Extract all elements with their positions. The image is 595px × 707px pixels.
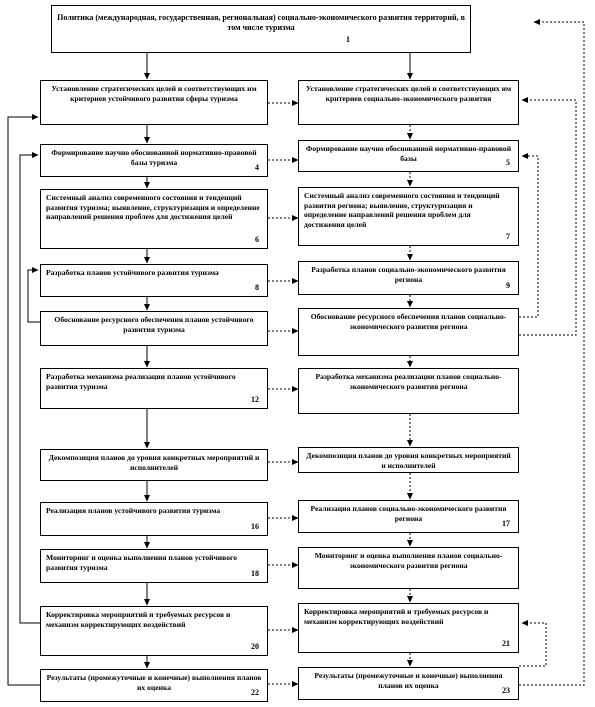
box-8-number: 8 bbox=[255, 282, 259, 292]
box-22-number: 22 bbox=[251, 687, 259, 697]
box-19-regional-monitoring bbox=[298, 547, 519, 589]
box-18-text: Мониторинг и оценка выполнения планов устойчивого развития туризма bbox=[46, 553, 238, 572]
box-20-tourism-correction bbox=[40, 606, 268, 656]
box-17-number: 17 bbox=[502, 518, 510, 528]
box-21-regional-correction bbox=[298, 603, 519, 653]
box-9-regional-plans bbox=[298, 261, 519, 295]
box-4-text: Формирование научно обоснованной нормативно-правовой базы туризма bbox=[51, 148, 257, 167]
box-22-tourism-results bbox=[40, 669, 268, 702]
box-18-number: 18 bbox=[251, 568, 259, 578]
box-9-text: Разработка планов социально-экономического развития региона bbox=[311, 265, 506, 284]
box-16-number: 16 bbox=[251, 521, 259, 531]
box-1-text: Политика (международная, государственная, региональная) социально-экономического развития территорий, в том числе туризма bbox=[57, 13, 465, 33]
box-13-text: Разработка механизма реализации планов социально-экономического развития региона bbox=[315, 372, 502, 391]
box-6-tourism-system-analysis bbox=[40, 189, 268, 249]
box-20-text: Корректировка мероприятий и требуемых ресурсов и механизм корректирующих воздействий bbox=[46, 610, 231, 629]
box-9-number: 9 bbox=[506, 280, 510, 290]
box-11-text: Обоснование ресурсного обеспечения планов социально-экономического развития региона bbox=[310, 312, 507, 331]
box-3-text: Установление стратегических целей и соответствующих им критериев социально-экономического развития bbox=[305, 84, 512, 103]
feedback-11-to-5 bbox=[519, 156, 538, 317]
box-20-number: 20 bbox=[251, 641, 259, 651]
feedback-11-to-3 bbox=[519, 100, 576, 335]
box-10-text: Обоснование ресурсного обеспечения планов устойчивого развития туризма bbox=[54, 315, 254, 334]
box-8-tourism-plans bbox=[40, 264, 268, 297]
box-14-text: Декомпозиция планов до уровня конкретных мероприятий и исполнителей bbox=[48, 453, 260, 472]
box-17-regional-implementation bbox=[298, 500, 519, 533]
box-2-text: Установление стратегических целей и соответствующих им критериев устойчивого развития сферы туризма bbox=[51, 84, 257, 103]
box-5-number: 5 bbox=[506, 157, 510, 167]
box-6-text: Системный анализ современного состояния и тенденций развития туризма; выявление, структуризация и определение направлений решения проблем для достижения целей bbox=[46, 193, 260, 222]
box-5-text: Формирование научно обоснованной нормативно-правовой базы bbox=[305, 144, 512, 163]
box-16-text: Реализация планов устойчивого развития туризма bbox=[46, 506, 221, 515]
box-23-regional-results bbox=[298, 667, 519, 700]
box-12-text: Разработка механизма реализации планов устойчивого развития туризма bbox=[46, 372, 236, 391]
box-7-number: 7 bbox=[506, 231, 510, 241]
box-2-tourism-goals bbox=[40, 80, 268, 125]
box-14-tourism-decomposition bbox=[40, 449, 268, 481]
box-4-tourism-legal-base bbox=[40, 144, 268, 177]
box-16-tourism-implementation bbox=[40, 502, 268, 536]
feedback-23-to-1 bbox=[519, 22, 584, 685]
box-4-number: 4 bbox=[255, 162, 259, 172]
box-1-number: 1 bbox=[346, 34, 350, 44]
box-10-tourism-resources bbox=[40, 311, 268, 346]
box-12-number: 12 bbox=[251, 394, 259, 404]
box-18-tourism-monitoring bbox=[40, 549, 268, 583]
box-1-territorial-policy bbox=[51, 5, 471, 53]
feedback-20-to-4 bbox=[20, 155, 40, 623]
feedback-23-to-21 bbox=[519, 623, 546, 666]
box-6-number: 6 bbox=[255, 234, 259, 244]
box-5-regional-legal-base bbox=[298, 140, 519, 172]
feedback-22-to-2 bbox=[8, 117, 40, 685]
box-23-text: Результаты (промежуточные и конечные) выполнения планов их оценка bbox=[314, 671, 503, 690]
box-21-number: 21 bbox=[502, 638, 510, 648]
box-8-text: Разработка планов устойчивого развития туризма bbox=[46, 268, 219, 277]
box-7-text: Системный анализ современного состояния и тенденций развития региона; выявление, структуризация и определение направлений решения проблем для достижения целей bbox=[304, 191, 500, 230]
box-11-regional-resources bbox=[298, 308, 519, 356]
feedback-10-to-8 bbox=[28, 270, 40, 322]
box-21-text: Корректировка мероприятий и требуемых ресурсов и механизм корректирующих воздействий bbox=[304, 607, 489, 626]
box-22-text: Результаты (промежуточные и конечные) выполнения планов их оценка bbox=[46, 673, 262, 692]
box-7-regional-system-analysis bbox=[298, 187, 519, 246]
box-12-tourism-mechanism bbox=[40, 368, 268, 409]
box-19-text: Мониторинг и оценка выполнения планов социально-экономического развития региона bbox=[314, 551, 503, 570]
box-23-number: 23 bbox=[502, 685, 510, 695]
box-17-text: Реализация планов социально-экономического развития региона bbox=[310, 504, 507, 523]
box-15-regional-decomposition bbox=[298, 447, 519, 473]
box-15-text: Декомпозиция планов до уровня конкретных мероприятий и исполнителей bbox=[306, 451, 511, 470]
box-3-regional-goals bbox=[298, 80, 519, 125]
box-13-regional-mechanism bbox=[298, 368, 519, 414]
